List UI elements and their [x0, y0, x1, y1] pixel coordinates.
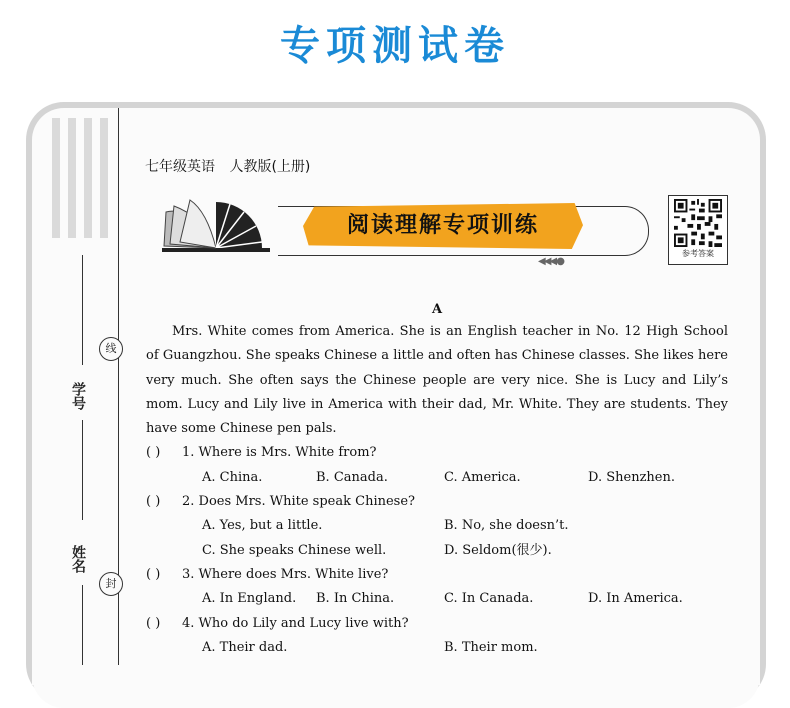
question-1-options	[146, 466, 728, 490]
student-id-line	[82, 255, 83, 365]
passage-label: A	[431, 302, 443, 317]
option-d: D. In America.	[588, 591, 683, 607]
name-label: 姓名	[70, 545, 86, 573]
passage-text: Mrs. White comes from America. She is an English teacher in No. 12 High School of Guangzhou. She speaks Chinese a little and often has Chinese classes. She likes here very much. She often says the Chinese people are very nice. She is Lucy and Lily’s mom. Lucy and Lily live in America with their dad, Mr. White. They are students. They have some Chinese pen pals.	[146, 324, 728, 437]
page-header	[145, 156, 320, 176]
section-title: 阅读理解专项训练	[346, 213, 539, 238]
answer-blank[interactable]: ( )	[146, 615, 161, 631]
student-id-label: 学号	[70, 382, 86, 410]
arrow-icon: ◀◀◀ ●	[538, 256, 563, 267]
question-text: 2. Does Mrs. White speak Chinese?	[182, 494, 416, 510]
question-4-options	[146, 636, 728, 660]
answer-blank[interactable]: ( )	[146, 494, 161, 510]
question-2	[146, 490, 728, 514]
binding-line	[118, 108, 119, 685]
edition-label: 人教版(上册)	[229, 159, 311, 175]
seal-mark: 封	[99, 572, 123, 596]
banner-title: 专项测试卷	[280, 23, 510, 69]
option-a: A. Yes, but a little.	[202, 518, 323, 534]
option-d: D. Shenzhen.	[588, 469, 675, 485]
option-b: B. Canada.	[316, 469, 388, 485]
qr-caption: 参考答案	[682, 249, 714, 258]
question-text: 4. Who do Lily and Lucy live with?	[182, 615, 409, 631]
answer-blank[interactable]: ( )	[146, 566, 161, 582]
qr-code-icon	[673, 199, 723, 247]
option-c: C. She speaks Chinese well.	[202, 542, 387, 558]
option-c: C. In Canada.	[444, 591, 534, 607]
question-1	[146, 441, 728, 465]
page-bottom-edge	[32, 665, 760, 685]
option-b: B. Their mom.	[444, 639, 538, 655]
question-4	[146, 612, 728, 636]
line-mark: 线	[99, 337, 123, 361]
question-3-options	[146, 587, 728, 611]
option-d: D. Seldom(很少).	[444, 542, 552, 558]
option-a: A. In England.	[202, 591, 297, 607]
question-2-options-row2	[146, 539, 728, 563]
open-book-icon	[160, 198, 272, 254]
option-b: B. In China.	[316, 591, 395, 607]
answer-blank[interactable]: ( )	[146, 445, 161, 461]
decorative-stripes	[52, 118, 110, 238]
question-text: 1. Where is Mrs. White from?	[182, 445, 377, 461]
reading-content	[146, 300, 728, 660]
option-c: C. America.	[444, 469, 521, 485]
subject-label: 七年级英语	[145, 159, 215, 175]
question-3	[146, 563, 728, 587]
answer-qr-code[interactable]	[668, 195, 728, 265]
question-2-options-row1	[146, 514, 728, 538]
option-a: A. Their dad.	[202, 639, 288, 655]
question-text: 3. Where does Mrs. White live?	[182, 566, 389, 582]
student-id-line-lower	[82, 420, 83, 520]
option-b: B. No, she doesn’t.	[444, 518, 569, 534]
name-line	[82, 585, 83, 665]
option-a: A. China.	[202, 469, 263, 485]
